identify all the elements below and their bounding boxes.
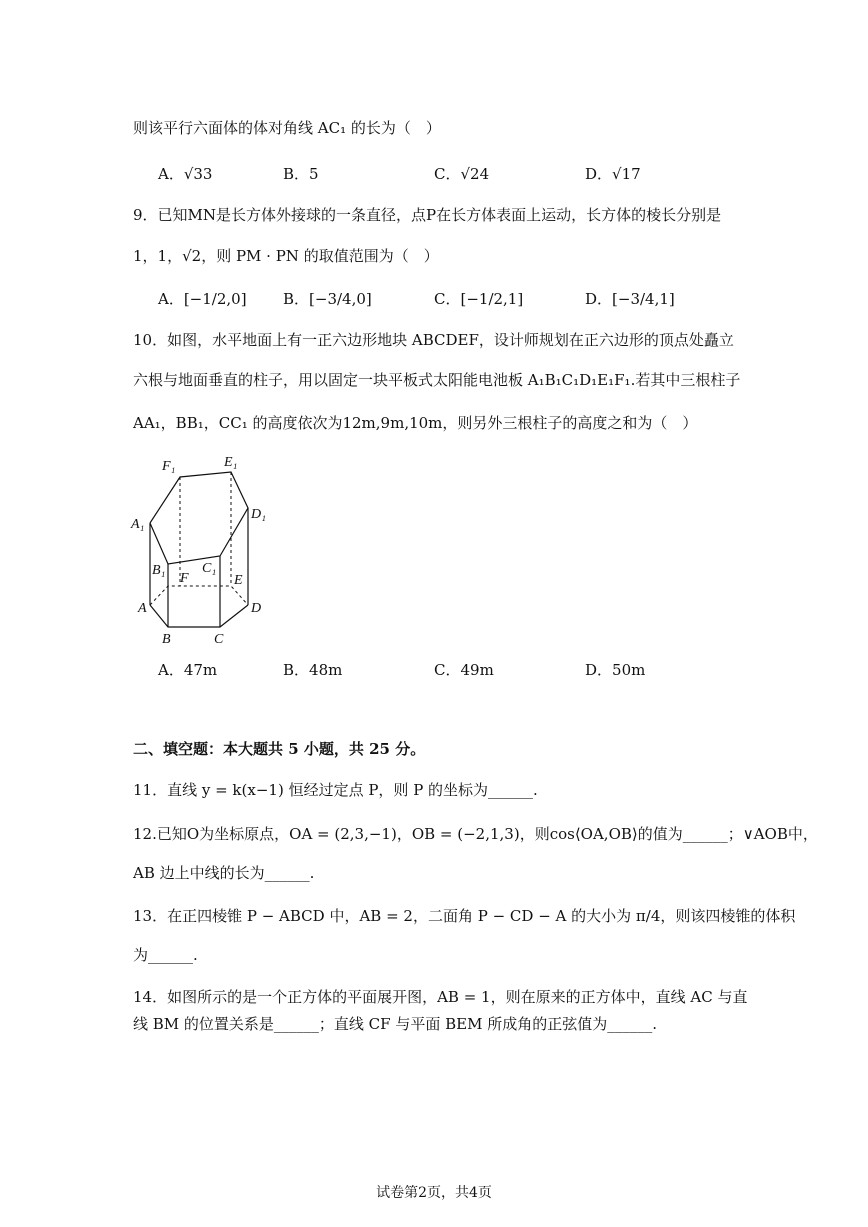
label-c1: C₁ [202, 561, 217, 576]
label-d: D [251, 601, 262, 616]
q12-line1: 12.已知O为坐标原点，OA = (2,3,−1)，OB = (−2,1,3)，则cos⟨OA,OB⟩的值为______；∨AOB中， [133, 825, 818, 843]
q8-option-c: C．√24 [434, 165, 490, 183]
label-f: F [180, 571, 189, 586]
q13-line1: 13．在正四棱锥 P − ABCD 中，AB = 2，二面角 P − CD − A 的大小为 π/4，则该四棱锥的体积 [133, 907, 796, 925]
q14-line2: 线 BM 的位置关系是______；直线 CF 与平面 BEM 所成角的正弦值为______. [133, 1015, 657, 1033]
q9-option-b: B．[−3/4,0] [283, 290, 372, 308]
q10-option-c: C．49m [434, 661, 494, 679]
label-a1: A₁ [131, 517, 145, 532]
label-a: A [138, 601, 147, 616]
q9-line1: 9．已知MN是长方体外接球的一条直径，点P在长方体表面上运动，长方体的棱长分别是 [133, 206, 722, 224]
page-footer: 试卷第2页，共4页 [376, 1185, 492, 1201]
q9-option-a: A．[−1/2,0] [158, 290, 247, 308]
q10-line1: 10．如图，水平地面上有一正六边形地块 ABCDEF，设计师规划在正六边形的顶点处矗立 [133, 331, 734, 349]
q8-option-d: D．√17 [585, 165, 641, 183]
q14-line1: 14．如图所示的是一个正方体的平面展开图，AB = 1，则在原来的正方体中，直线 AC 与直 [133, 988, 748, 1006]
q12-line2: AB 边上中线的长为______. [133, 864, 315, 882]
label-f1: F₁ [162, 459, 176, 474]
label-e1: E₁ [224, 455, 238, 470]
q8-option-a: A．√33 [158, 165, 213, 183]
q13-line2: 为______. [133, 946, 198, 964]
q10-line3: AA₁，BB₁，CC₁ 的高度依次为12m,9m,10m，则另外三根柱子的高度之和为（ ） [133, 414, 698, 432]
label-d1: D₁ [251, 507, 266, 522]
base-hidden-edges [150, 586, 248, 605]
q10-option-a: A．47m [158, 661, 218, 679]
q9-option-d: D．[−3/4,1] [585, 290, 675, 308]
q10-line2: 六根与地面垂直的柱子，用以固定一块平板式太阳能电池板 A₁B₁C₁D₁E₁F₁.若其中三根柱子 [133, 371, 741, 389]
label-e: E [234, 573, 243, 588]
q8-option-b: B．5 [283, 165, 319, 183]
label-c: C [214, 632, 224, 647]
top-panel-outline [150, 472, 248, 564]
hexagonal-prism-figure [128, 450, 278, 650]
q10-option-d: D．50m [585, 661, 646, 679]
section2-heading: 二、填空题：本大题共 5 小题，共 25 分。 [133, 740, 426, 758]
q9-option-c: C．[−1/2,1] [434, 290, 524, 308]
label-b: B [162, 632, 171, 647]
q9-line2: 1，1，√2，则 PM · PN 的取值范围为（ ） [133, 247, 439, 265]
q10-option-b: B．48m [283, 661, 343, 679]
q11: 11．直线 y = k(x−1) 恒经过定点 P，则 P 的坐标为______. [133, 781, 538, 799]
label-b1: B₁ [152, 563, 166, 578]
q8-tail: 则该平行六面体的体对角线 AC₁ 的长为（ ） [133, 119, 441, 137]
base-visible-edges [150, 605, 248, 627]
